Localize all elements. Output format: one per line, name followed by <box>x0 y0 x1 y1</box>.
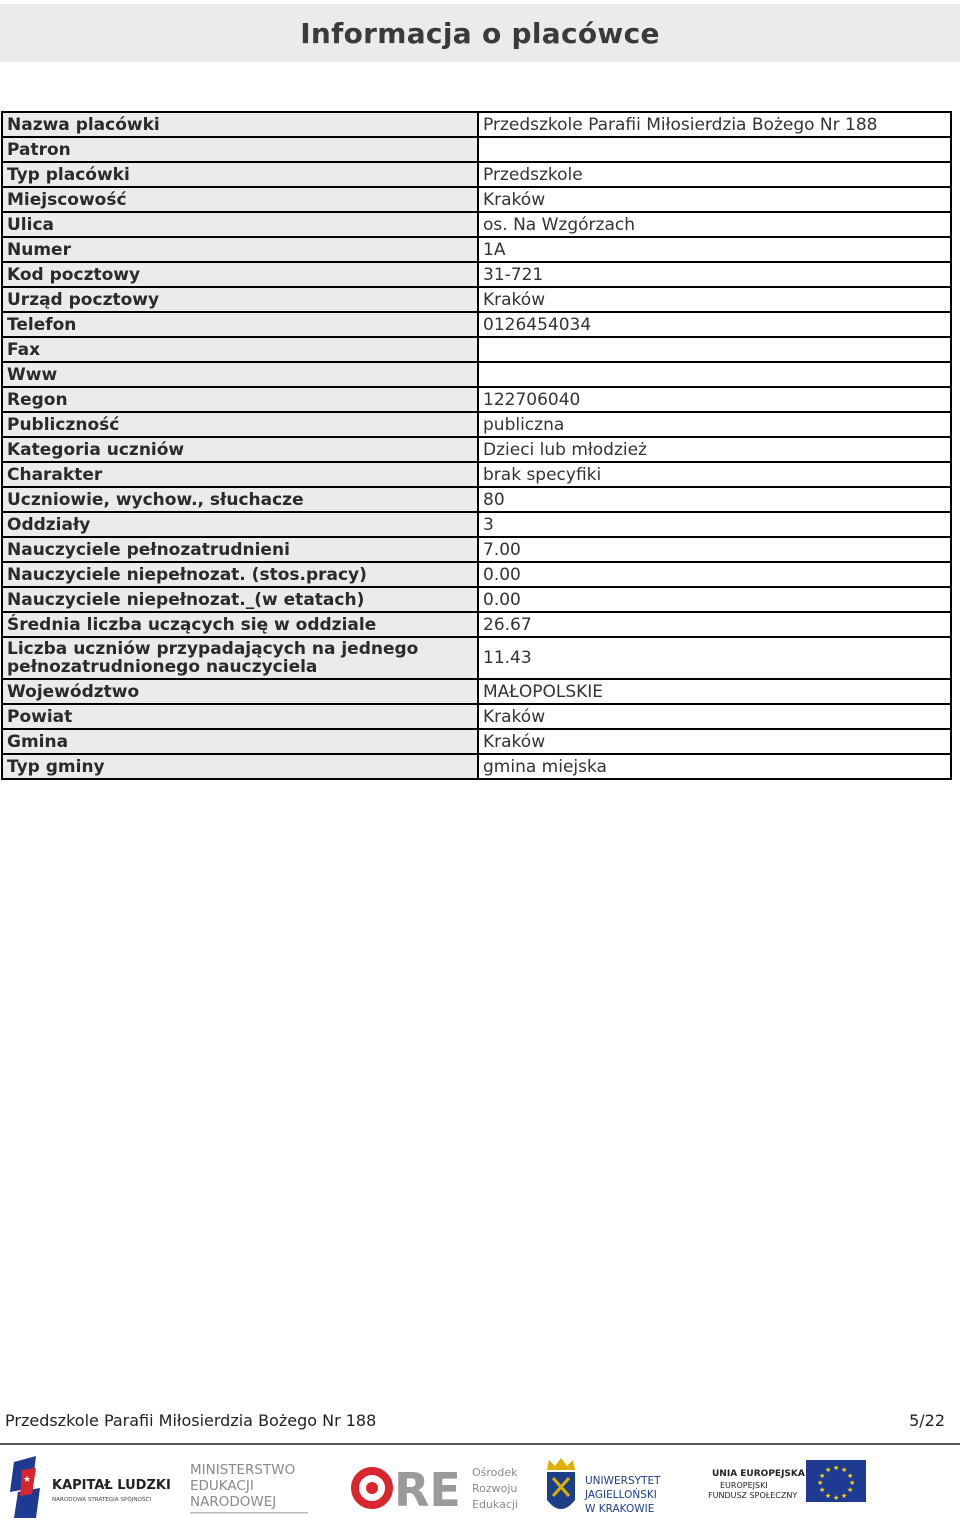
row-value: 26.67 <box>478 612 951 637</box>
ue-line-3: FUNDUSZ SPOŁECZNY <box>708 1491 798 1500</box>
row-label: Regon <box>2 387 478 412</box>
row-value: Kraków <box>478 287 951 312</box>
table-row <box>2 729 951 754</box>
row-value: Kraków <box>478 729 951 754</box>
svg-text:RE: RE <box>394 1463 461 1517</box>
page-title: Informacja o placówce <box>300 16 660 50</box>
table-row <box>2 487 951 512</box>
title-bar <box>0 4 960 62</box>
table-row <box>2 612 951 637</box>
ore-line-3: Edukacji <box>472 1498 518 1511</box>
row-label: Powiat <box>2 704 478 729</box>
svg-text:★: ★ <box>849 1479 856 1487</box>
row-value <box>478 362 951 387</box>
svg-text:★: ★ <box>847 1472 854 1480</box>
row-label: Nauczyciele pełnozatrudnieni <box>2 537 478 562</box>
svg-text:★: ★ <box>841 1466 848 1474</box>
row-label: Kod pocztowy <box>2 262 478 287</box>
row-label: Średnia liczba uczących się w oddziale <box>2 612 478 637</box>
kapital-ludzki-title: KAPITAŁ LUDZKI <box>52 1478 171 1493</box>
svg-text:★: ★ <box>841 1492 848 1500</box>
uniwersytet-logo <box>545 1452 690 1522</box>
svg-text:★: ★ <box>833 1494 840 1502</box>
row-label: Numer <box>2 237 478 262</box>
row-value: 3 <box>478 512 951 537</box>
kapital-ludzki-logo <box>10 1452 180 1522</box>
row-value: 1A <box>478 237 951 262</box>
table-row <box>2 137 951 162</box>
table-row <box>2 112 951 137</box>
table-row <box>2 337 951 362</box>
svg-text:★: ★ <box>819 1472 826 1480</box>
table-row <box>2 262 951 287</box>
svg-text:★: ★ <box>825 1492 832 1500</box>
row-value: gmina miejska <box>478 754 951 779</box>
ue-line-1: UNIA EUROPEJSKA <box>712 1469 805 1479</box>
row-label: Typ gminy <box>2 754 478 779</box>
table-row <box>2 387 951 412</box>
row-value: 7.00 <box>478 537 951 562</box>
row-label: Ulica <box>2 212 478 237</box>
table-row <box>2 637 951 679</box>
row-value: os. Na Wzgórzach <box>478 212 951 237</box>
men-line-2: EDUKACJI <box>190 1478 254 1494</box>
info-table <box>1 111 952 780</box>
table-row <box>2 212 951 237</box>
table-row <box>2 754 951 779</box>
row-label: Liczba uczniów przypadających na jednego pełnozatrudnionego nauczyciela <box>2 637 478 679</box>
men-line-3: NARODOWEJ <box>190 1494 277 1510</box>
men-line-1: MINISTERSTWO <box>190 1462 296 1478</box>
table-row <box>2 512 951 537</box>
row-value: Przedszkole <box>478 162 951 187</box>
table-row <box>2 462 951 487</box>
row-label: Oddziały <box>2 512 478 537</box>
row-value: Kraków <box>478 704 951 729</box>
row-value: Dzieci lub młodzież <box>478 437 951 462</box>
svg-text:★: ★ <box>23 1475 32 1485</box>
table-row <box>2 287 951 312</box>
svg-text:★: ★ <box>825 1466 832 1474</box>
svg-text:★: ★ <box>817 1479 824 1487</box>
footer-page-number: 5/22 <box>909 1411 945 1430</box>
sponsor-logos <box>0 1452 960 1524</box>
uj-line-3: W KRAKOWIE <box>585 1503 655 1515</box>
row-value <box>478 337 951 362</box>
table-row <box>2 562 951 587</box>
row-value: brak specyfiki <box>478 462 951 487</box>
row-label: Gmina <box>2 729 478 754</box>
row-value: 0126454034 <box>478 312 951 337</box>
table-row <box>2 587 951 612</box>
row-value: 11.43 <box>478 637 951 679</box>
table-row <box>2 437 951 462</box>
table-row <box>2 704 951 729</box>
row-value: 31-721 <box>478 262 951 287</box>
row-value: publiczna <box>478 412 951 437</box>
row-value: Przedszkole Parafii Miłosierdzia Bożego Nr 188 <box>478 112 951 137</box>
row-label: Miejscowość <box>2 187 478 212</box>
row-label: Nauczyciele niepełnozat._(w etatach) <box>2 587 478 612</box>
ore-line-2: Rozwoju <box>472 1482 518 1495</box>
row-label: Urząd pocztowy <box>2 287 478 312</box>
ministerstwo-logo <box>188 1452 313 1522</box>
svg-text:★: ★ <box>847 1486 854 1494</box>
ore-line-1: Ośrodek <box>472 1466 518 1479</box>
table-row <box>2 237 951 262</box>
row-label: Publiczność <box>2 412 478 437</box>
table-row <box>2 679 951 704</box>
svg-text:★: ★ <box>833 1464 840 1472</box>
table-row <box>2 412 951 437</box>
row-label: Fax <box>2 337 478 362</box>
row-value: 0.00 <box>478 587 951 612</box>
row-label: Uczniowie, wychow., słuchacze <box>2 487 478 512</box>
ue-line-2: EUROPEJSKI <box>720 1481 768 1490</box>
row-label: Charakter <box>2 462 478 487</box>
row-label: Województwo <box>2 679 478 704</box>
ore-logo <box>350 1452 525 1522</box>
uj-line-1: UNIWERSYTET <box>585 1475 661 1487</box>
row-label: Nauczyciele niepełnozat. (stos.pracy) <box>2 562 478 587</box>
footer-school-name: Przedszkole Parafii Miłosierdzia Bożego Nr 188 <box>5 1411 377 1430</box>
footer-divider <box>0 1443 960 1445</box>
row-label: Patron <box>2 137 478 162</box>
table-row <box>2 187 951 212</box>
unia-europejska-logo <box>706 1452 868 1522</box>
svg-text:★: ★ <box>819 1486 826 1494</box>
row-label: Www <box>2 362 478 387</box>
row-value: 80 <box>478 487 951 512</box>
table-row <box>2 537 951 562</box>
uj-line-2: JAGIELLOŃSKI <box>585 1489 657 1501</box>
kapital-ludzki-subtitle: NARODOWA STRATEGIA SPÓJNOŚCI <box>52 1497 152 1503</box>
table-row <box>2 312 951 337</box>
row-label: Typ placówki <box>2 162 478 187</box>
table-row <box>2 362 951 387</box>
row-label: Nazwa placówki <box>2 112 478 137</box>
row-value: 0.00 <box>478 562 951 587</box>
row-label: Kategoria uczniów <box>2 437 478 462</box>
table-row <box>2 162 951 187</box>
row-value: Kraków <box>478 187 951 212</box>
row-value <box>478 137 951 162</box>
row-value: MAŁOPOLSKIE <box>478 679 951 704</box>
row-value: 122706040 <box>478 387 951 412</box>
row-label: Telefon <box>2 312 478 337</box>
